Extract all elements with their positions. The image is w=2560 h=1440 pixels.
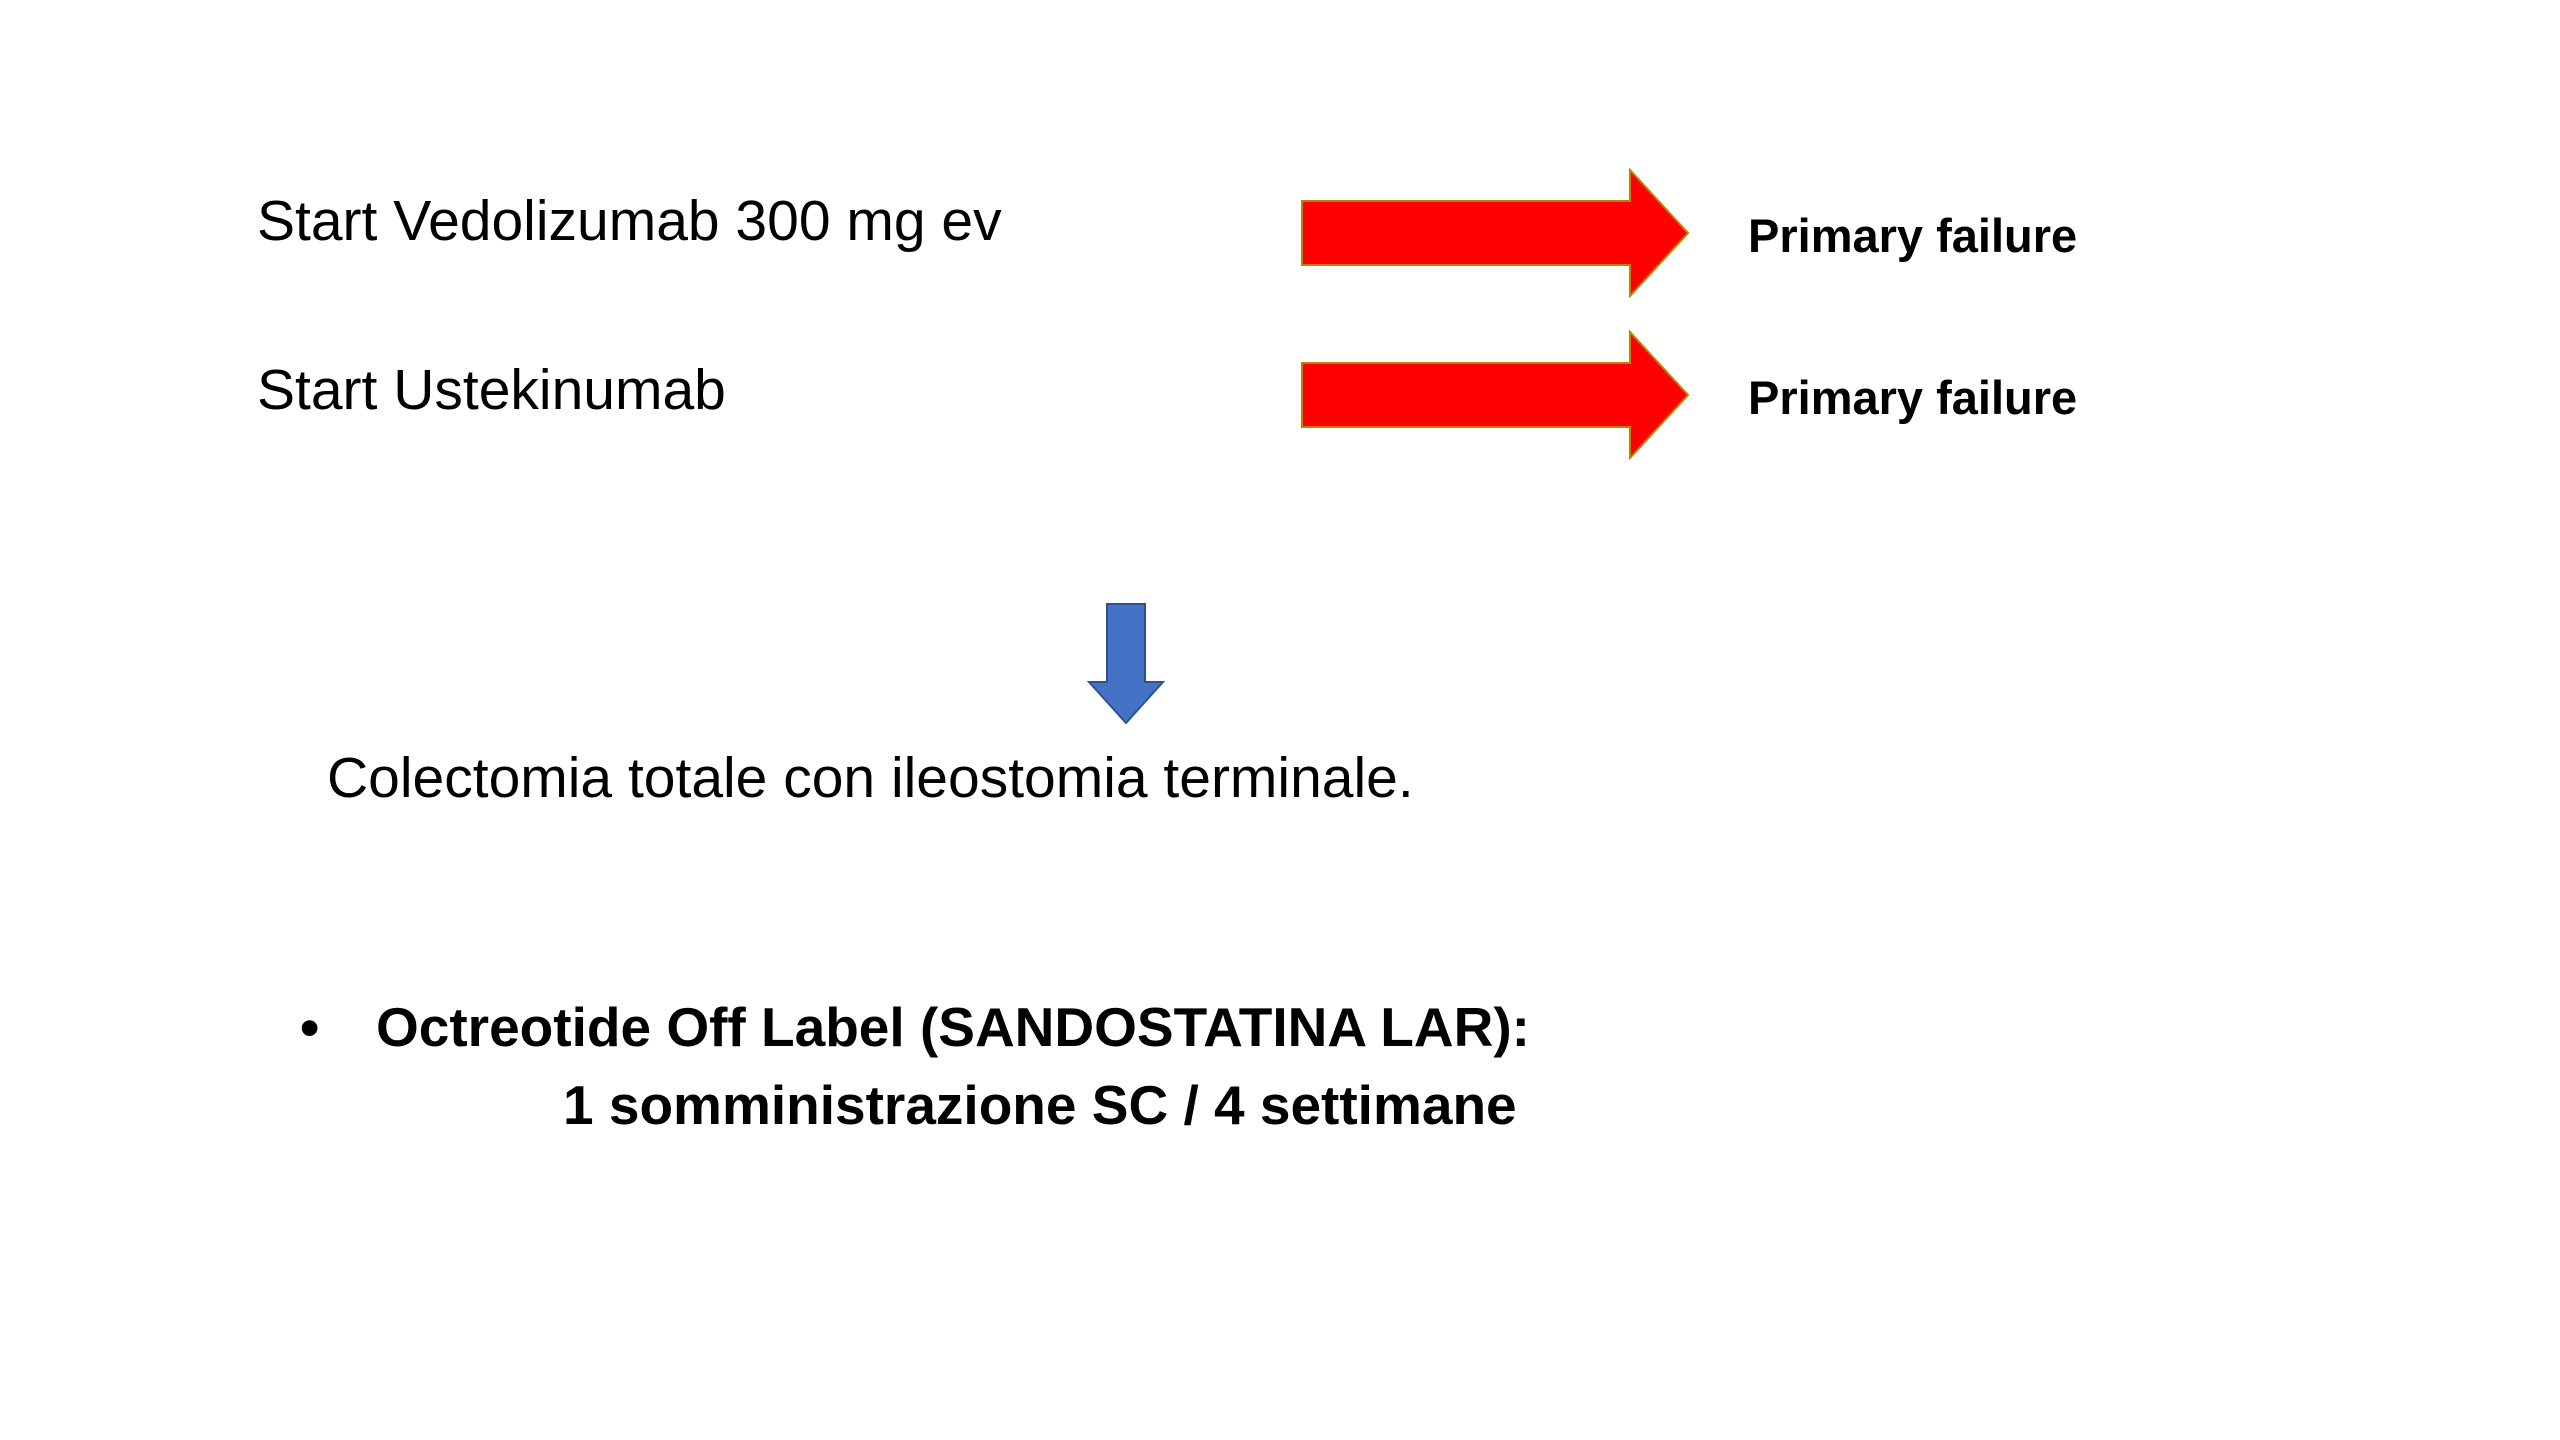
treatment-ustekinumab-label: Start Ustekinumab: [257, 358, 726, 422]
colectomy-outcome-label: Colectomia totale con ileostomia terminale.: [327, 746, 1414, 810]
bullet-icon: •: [300, 996, 320, 1058]
right-arrow-icon: [1300, 330, 1690, 460]
right-arrow-icon: [1300, 168, 1690, 298]
therapy-detail: 1 somministrazione SC / 4 settimane: [563, 1074, 1517, 1136]
primary-failure-label-2: Primary failure: [1748, 371, 2078, 424]
therapy-title: Octreotide Off Label (SANDOSTATINA LAR):: [376, 996, 1530, 1058]
down-arrow-icon: [1086, 602, 1166, 726]
primary-failure-label-1: Primary failure: [1748, 209, 2078, 262]
treatment-vedolizumab-label: Start Vedolizumab 300 mg ev: [257, 189, 1002, 253]
